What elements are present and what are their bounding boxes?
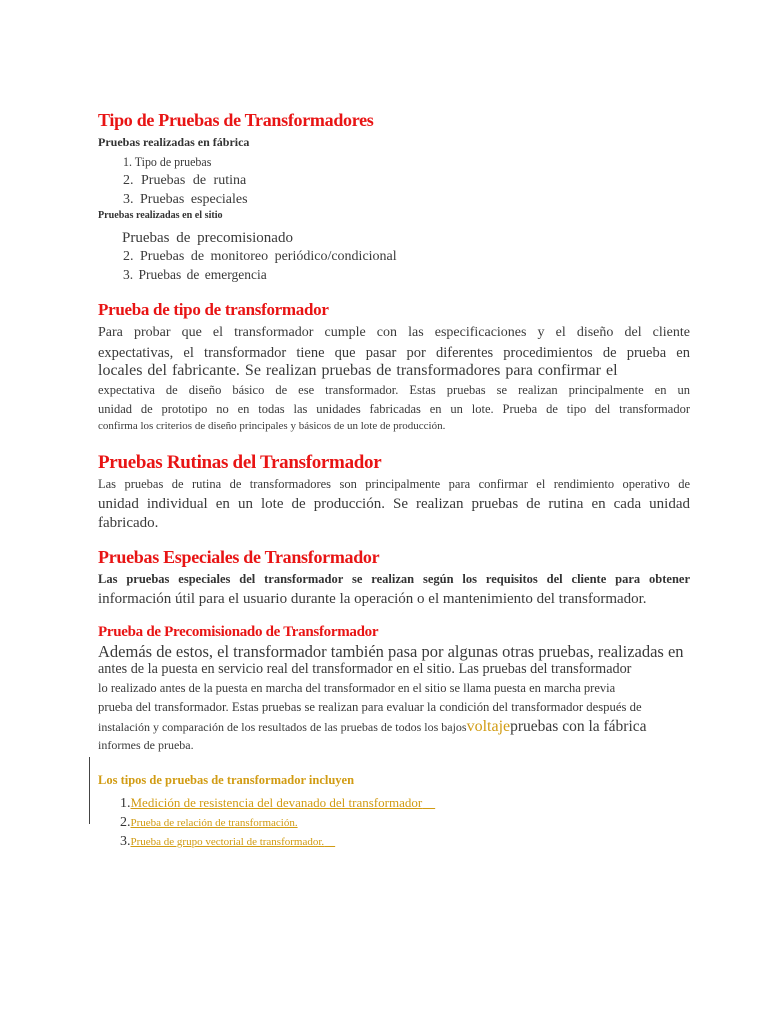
paragraph-line: expectativas, el transformador tiene que pasar por diferentes procedimientos de prueba en xyxy=(98,345,690,361)
paragraph-line: expectativa de diseño básico de ese transformador. Estas pruebas se realizan principalmente en un xyxy=(98,383,690,397)
list-number: 1. xyxy=(120,796,131,811)
tipos-heading: Los tipos de pruebas de transformador incluyen xyxy=(98,773,355,787)
list-item xyxy=(123,249,397,265)
paragraph-line: información útil para el usuario durante la operación o el mantenimiento del transformador. xyxy=(98,591,647,607)
section-heading: Prueba de Precomisionado de Transformador xyxy=(98,624,379,640)
list-item[interactable] xyxy=(120,813,298,831)
resistencia-devanado-link[interactable]: Medición de resistencia del devanado del transformador xyxy=(130,795,423,810)
list-item xyxy=(123,173,246,189)
paragraph-line: locales del fabricante. Se realizan pruebas de transformadores para confirmar el xyxy=(98,362,618,379)
list-item[interactable] xyxy=(120,794,435,812)
list-item xyxy=(123,267,267,283)
list-text: Pruebas especiales xyxy=(140,192,248,207)
list-number: 3. xyxy=(123,192,134,207)
section-heading: Pruebas Rutinas del Transformador xyxy=(98,452,382,473)
grupo-vectorial-link[interactable]: Prueba de grupo vectorial de transformador. xyxy=(130,836,325,848)
list-text: Tipo de pruebas xyxy=(134,154,212,169)
sitio-heading: Pruebas realizadas en el sitio xyxy=(98,209,223,221)
list-number: 2. xyxy=(123,173,134,188)
paragraph-line xyxy=(98,718,647,736)
section-heading: Pruebas Especiales de Transformador xyxy=(98,547,380,567)
paragraph-text: instalación y comparación de los resultados de las pruebas de todos los bajos xyxy=(98,720,467,734)
list-number: 1. xyxy=(123,154,132,169)
paragraph-line: Para probar que el transformador cumple con las especificaciones y el diseño del cliente xyxy=(98,325,690,340)
list-item xyxy=(122,230,293,247)
paragraph-line: prueba del transformador. Estas pruebas se realizan para evaluar la condición del transformador después de xyxy=(98,700,642,714)
paragraph-text: pruebas con la fábrica xyxy=(510,718,647,735)
paragraph-line: Las pruebas de rutina de transformadores son principalmente para confirmar el rendimiento operativo de xyxy=(98,477,690,491)
list-number: 2. xyxy=(123,249,134,264)
section-heading: Prueba de tipo de transformador xyxy=(98,300,329,319)
fabrica-heading: Pruebas realizadas en fábrica xyxy=(98,135,250,149)
list-number: 3. xyxy=(120,834,131,849)
voltaje-link[interactable]: voltaje xyxy=(466,718,511,735)
list-item xyxy=(123,154,211,170)
paragraph-line: Además de estos, el transformador también pasa por algunas otras pruebas, realizadas en xyxy=(98,642,684,661)
paragraph-line: unidad de prototipo no en todas las unidades fabricadas en un lote. Prueba de tipo del transformador xyxy=(98,402,690,416)
paragraph-line: antes de la puesta en servicio real del transformador en el sitio. Las pruebas del transformador xyxy=(98,661,632,677)
paragraph-line: fabricado. xyxy=(98,515,159,531)
paragraph-line: unidad individual en un lote de producción. Se realizan pruebas de rutina en cada unidad xyxy=(98,496,690,512)
document-title: Tipo de Pruebas de Transformadores xyxy=(98,110,374,130)
paragraph-line: informes de prueba. xyxy=(98,738,194,752)
list-number: 2. xyxy=(120,815,131,830)
list-text: Pruebas de emergencia xyxy=(138,267,267,282)
paragraph-line: lo realizado antes de la puesta en marcha del transformador en el sitio se llama puesta en marcha previa xyxy=(98,681,616,695)
list-text: Pruebas de precomisionado xyxy=(122,230,293,246)
list-item xyxy=(123,192,248,208)
list-text: Pruebas de monitoreo periódico/condicional xyxy=(140,249,397,264)
paragraph-line: Las pruebas especiales del transformador se realizan según los requisitos del cliente para obtener xyxy=(98,572,690,586)
paragraph-line: confirma los criterios de diseño principales y básicos de un lote de producción. xyxy=(98,420,446,432)
list-number: 3. xyxy=(123,267,134,282)
relacion-transformacion-link[interactable]: Prueba de relación de transformación. xyxy=(130,817,298,829)
change-bar xyxy=(89,757,90,824)
list-item[interactable] xyxy=(120,832,335,850)
list-text: Pruebas de rutina xyxy=(141,173,247,188)
